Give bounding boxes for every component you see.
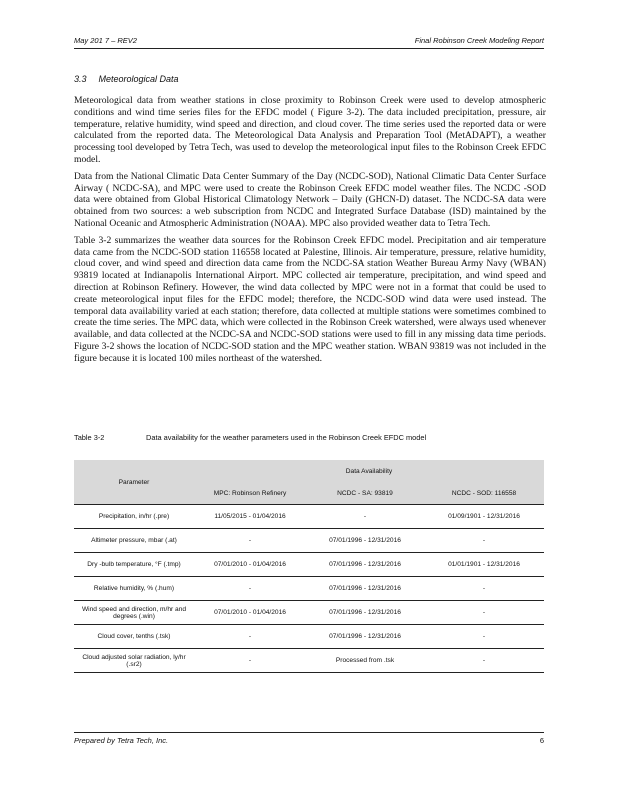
footer-preparer: Prepared by Tetra Tech, Inc. (74, 736, 169, 745)
cell-ncdc-sod: - (424, 649, 544, 673)
section-heading (74, 74, 179, 84)
cell-ncdc-sa: 07/01/1996 - 12/31/2016 (306, 577, 424, 601)
section-title: Meteorological Data (98, 74, 179, 84)
table-caption-text: Data availability for the weather parameters used in the Robinson Creek EFDC model (146, 433, 427, 442)
paragraph: Table 3-2 summarizes the weather data sources for the Robinson Creek EFDC model. Precipitation and air temperature data came from the NCDC-SOD station 116558 located at Palestine, Illinois. Air temperature, pressure, relative humidity, cloud cover, and wind speed and direction data came from the NCDC-SA station Weather Bureau Army Navy (WBAN) 93819 located at Indianapolis International Airport. MPC collected air temperature, precipitation, and wind speed and direction at Robinson Refinery. However, the wind data collected by MPC were not in a format that could be used to create meteorological input files for the EFDC model; therefore, the NCDC-SOD wind data were used instead. The temporal data availability varied at each station; therefore, data collected at multiple stations were sometimes combined to create the time series. The MPC data, which were collected in the Robinson Creek watershed, were always used whenever available, and data collected at the NCDC-SA and NCDC-SOD stations were used to fill in any missing data time periods. Figure 3-2 shows the location of NCDC-SOD station and the MPC weather station. WBAN 93819 was not included in the figure because it is located 100 miles northeast of the watershed. (74, 234, 546, 364)
cell-ncdc-sa: 07/01/1996 - 12/31/2016 (306, 553, 424, 577)
body-text (74, 95, 546, 370)
cell-parameter: Dry -bulb temperature, °F (.tmp) (74, 553, 194, 577)
cell-ncdc-sod: - (424, 601, 544, 625)
table-row (74, 505, 544, 529)
cell-mpc: 07/01/2010 - 01/04/2016 (194, 601, 306, 625)
header-date: May 201 7 – REV2 (74, 36, 137, 45)
table-row (74, 601, 544, 625)
footer-rule (74, 732, 544, 733)
cell-ncdc-sod: 01/01/1901 - 12/31/2016 (424, 553, 544, 577)
cell-parameter: Cloud cover, tenths (.tsk) (74, 625, 194, 649)
header-rule (74, 48, 544, 49)
cell-ncdc-sod: - (424, 625, 544, 649)
table-row (74, 577, 544, 601)
page-number: 6 (539, 736, 544, 745)
section-number: 3.3 (74, 74, 87, 84)
cell-ncdc-sa: Processed from .tsk (306, 649, 424, 673)
table-row (74, 625, 544, 649)
table-caption-number: Table 3-2 (74, 433, 105, 442)
cell-ncdc-sa: 07/01/1996 - 12/31/2016 (306, 601, 424, 625)
header-data-availability: Data Availability (194, 460, 544, 482)
header-ncdc-sod: NCDC - SOD: 116558 (424, 482, 544, 505)
cell-mpc: 07/01/2010 - 01/04/2016 (194, 553, 306, 577)
header-report-title: Final Robinson Creek Modeling Report (414, 36, 544, 45)
cell-parameter: Precipitation, in/hr (.pre) (74, 505, 194, 529)
cell-ncdc-sa: - (306, 505, 424, 529)
cell-parameter: Cloud adjusted solar radiation, ly/hr (.sr2) (74, 649, 194, 673)
cell-ncdc-sa: 07/01/1996 - 12/31/2016 (306, 625, 424, 649)
cell-mpc: 11/05/2015 - 01/04/2016 (194, 505, 306, 529)
header-ncdc-sa: NCDC - SA: 93819 (306, 482, 424, 505)
data-availability-table (74, 460, 544, 673)
cell-ncdc-sod: 01/09/1901 - 12/31/2016 (424, 505, 544, 529)
cell-ncdc-sod: - (424, 529, 544, 553)
header-parameter: Parameter (74, 460, 194, 505)
paragraph: Data from the National Climatic Data Center Summary of the Day (NCDC-SOD), National Climatic Data Center Surface Airway ( NCDC-SA), and MPC were used to create the Robinson Creek EFDC model weather files. The NCDC -SOD data were obtained from Global Historical Climatology Network – Daily (GHCN-D) dataset. The NCDC-SA data were obtained from two sources: a web subscription from NCDC and Integrated Surface Database (ISD) maintained by the National Oceanic and Atmospheric Administration (NOAA). MPC also provided weather data to Tetra Tech. (74, 170, 546, 229)
cell-ncdc-sod: - (424, 577, 544, 601)
cell-mpc: - (194, 529, 306, 553)
table-row (74, 529, 544, 553)
table-row (74, 553, 544, 577)
header-mpc: MPC: Robinson Refinery (194, 482, 306, 505)
cell-parameter: Altimeter pressure, mbar (.at) (74, 529, 194, 553)
cell-mpc: - (194, 625, 306, 649)
cell-parameter: Wind speed and direction, m/hr and degrees (.win) (74, 601, 194, 625)
cell-parameter: Relative humidity, % (.hum) (74, 577, 194, 601)
cell-mpc: - (194, 649, 306, 673)
cell-mpc: - (194, 577, 306, 601)
table-row (74, 649, 544, 673)
paragraph: Meteorological data from weather stations in close proximity to Robinson Creek were used to develop atmospheric conditions and wind time series files for the EFDC model ( Figure 3-2). The data included precipitation, pressure, air temperature, relative humidity, wind speed and direction, and cloud cover. The time series used the reported data or were calculated from the reported data. The Meteorological Data Analysis and Preparation Tool (MetADAPT), a weather processing tool developed by Tetra Tech, was used to develop the meteorological input files to the Robinson Creek EFDC model. (74, 95, 546, 165)
cell-ncdc-sa: 07/01/1996 - 12/31/2016 (306, 529, 424, 553)
